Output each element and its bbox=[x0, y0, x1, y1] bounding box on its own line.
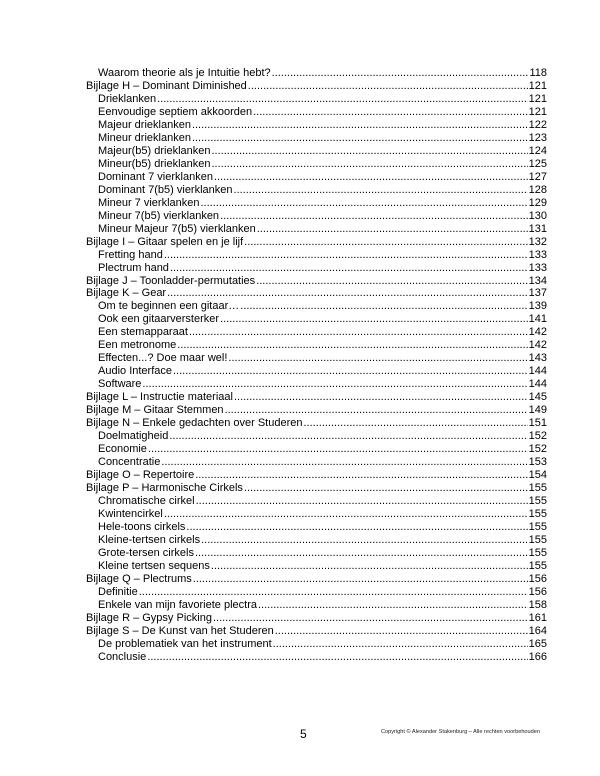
toc-dot-leader bbox=[258, 599, 528, 612]
toc-dot-leader bbox=[214, 171, 528, 184]
toc-dot-leader bbox=[272, 67, 529, 80]
toc-entry-page: 154 bbox=[528, 469, 547, 482]
toc-dot-leader bbox=[142, 378, 527, 391]
toc-entry-title: Bijlage I – Gitaar spelen en je lijf bbox=[86, 235, 244, 248]
toc-entry-page: 165 bbox=[528, 637, 547, 650]
toc-entry-page: 122 bbox=[528, 118, 547, 131]
toc-entry-page: 127 bbox=[528, 170, 547, 183]
toc-entry[interactable] bbox=[86, 145, 547, 158]
toc-entry-page: 155 bbox=[528, 507, 547, 520]
toc-dot-leader bbox=[225, 404, 528, 417]
toc-entry[interactable] bbox=[86, 197, 547, 210]
toc-entry-page: 121 bbox=[528, 79, 547, 92]
toc-entry-title: Eenvoudige septiem akkoorden bbox=[98, 105, 253, 118]
toc-entry[interactable] bbox=[86, 638, 547, 651]
toc-entry[interactable] bbox=[86, 586, 547, 599]
toc-dot-leader bbox=[256, 275, 527, 288]
toc-dot-leader bbox=[201, 197, 528, 210]
toc-entry-page: 123 bbox=[528, 131, 547, 144]
toc-entry[interactable] bbox=[86, 106, 547, 119]
toc-entry-page: 125 bbox=[528, 157, 547, 170]
toc-dot-leader bbox=[253, 106, 528, 119]
toc-entry-page: 144 bbox=[528, 378, 547, 391]
toc-entry[interactable] bbox=[86, 223, 547, 236]
toc-entry-title: Mineur(b5) drieklanken bbox=[98, 157, 211, 170]
toc-dot-leader bbox=[220, 210, 528, 223]
toc-entry-page: 129 bbox=[528, 196, 547, 209]
toc-entry-page: 155 bbox=[528, 546, 547, 559]
toc-entry-page: 158 bbox=[528, 598, 547, 611]
toc-entry-title: Conclusie bbox=[98, 650, 147, 663]
toc-entry[interactable] bbox=[86, 93, 547, 106]
toc-dot-leader bbox=[195, 469, 527, 482]
toc-entry-page: 124 bbox=[528, 144, 547, 157]
toc-dot-leader bbox=[228, 352, 527, 365]
toc-dot-leader bbox=[161, 456, 527, 469]
toc-entry-page: 149 bbox=[528, 404, 547, 417]
toc-entry-title: Kwintencirkel bbox=[98, 507, 163, 520]
toc-entry-title: Bijlage R – Gypsy Picking bbox=[86, 611, 212, 624]
toc-entry[interactable] bbox=[86, 612, 547, 625]
toc-dot-leader bbox=[148, 443, 528, 456]
toc-entry[interactable] bbox=[86, 236, 547, 249]
toc-dot-leader bbox=[212, 158, 528, 171]
toc-entry-title: Hele-toons cirkels bbox=[98, 520, 186, 533]
toc-dot-leader bbox=[220, 313, 528, 326]
toc-dot-leader bbox=[192, 132, 528, 145]
toc-entry-title: Majeur drieklanken bbox=[98, 118, 191, 131]
toc-dot-leader bbox=[139, 586, 528, 599]
toc-entry[interactable] bbox=[86, 80, 547, 93]
toc-entry[interactable] bbox=[86, 651, 547, 664]
toc-entry[interactable] bbox=[86, 300, 547, 313]
toc-entry[interactable] bbox=[86, 326, 547, 339]
toc-entry[interactable] bbox=[86, 339, 547, 352]
toc-entry-page: 137 bbox=[528, 287, 547, 300]
toc-entry-title: Bijlage Q – Plectrums bbox=[86, 572, 192, 585]
toc-entry-title: Grote-tersen cirkels bbox=[98, 546, 194, 559]
toc-entry-page: 155 bbox=[528, 482, 547, 494]
toc-entry-page: 156 bbox=[528, 585, 547, 598]
toc-entry[interactable] bbox=[86, 547, 547, 560]
toc-entry-page: 155 bbox=[528, 533, 547, 546]
toc-entry-title: De problematiek van het instrument bbox=[98, 637, 272, 650]
toc-dot-leader bbox=[240, 300, 527, 313]
toc-entry-title: Dominant 7(b5) vierklanken bbox=[98, 183, 233, 196]
toc-entry[interactable] bbox=[86, 417, 547, 430]
toc-entry-title: Fretting hand bbox=[98, 248, 163, 261]
toc-dot-leader bbox=[192, 119, 528, 132]
toc-entry[interactable] bbox=[86, 119, 547, 132]
toc-entry-page: 164 bbox=[528, 624, 547, 637]
toc-entry-title: Concentratie bbox=[98, 456, 161, 469]
toc-dot-leader bbox=[177, 339, 527, 352]
toc-entry-page: 155 bbox=[528, 559, 547, 572]
toc-dot-leader bbox=[273, 638, 528, 651]
toc-entry-title: Drieklanken bbox=[98, 92, 157, 105]
toc-entry-title: Chromatische cirkel bbox=[98, 494, 195, 507]
toc-entry[interactable] bbox=[86, 378, 547, 391]
toc-entry[interactable] bbox=[86, 625, 547, 638]
toc-dot-leader bbox=[212, 145, 528, 158]
toc-entry[interactable] bbox=[86, 495, 547, 508]
toc-entry[interactable] bbox=[86, 534, 547, 547]
toc-entry-page: 131 bbox=[528, 222, 547, 235]
toc-dot-leader bbox=[173, 365, 528, 378]
toc-entry-title: Ook een gitaarversterker bbox=[98, 313, 220, 326]
toc-entry[interactable] bbox=[86, 430, 547, 443]
toc-entry[interactable] bbox=[86, 210, 547, 223]
toc-entry-title: Software bbox=[98, 378, 142, 391]
page-number: 5 bbox=[300, 727, 307, 741]
toc-entry-page: 141 bbox=[528, 313, 547, 326]
toc-entry-title: Enkele van mijn favoriete plectra bbox=[98, 598, 257, 611]
toc-entry-page: 153 bbox=[528, 456, 547, 469]
toc-entry-page: 121 bbox=[528, 92, 547, 105]
toc-entry-page: 142 bbox=[528, 326, 547, 339]
toc-dot-leader bbox=[244, 482, 528, 495]
toc-entry[interactable] bbox=[86, 560, 547, 573]
toc-entry-title: Bijlage L – Instructie materiaal bbox=[86, 391, 233, 404]
toc-entry[interactable] bbox=[86, 391, 547, 404]
toc-entry-title: Kleine-tertsen cirkels bbox=[98, 533, 201, 546]
toc-entry[interactable] bbox=[86, 158, 547, 171]
copyright-notice: Copyright © Alexander Stakenburg – Alle rechten voorbehouden bbox=[381, 729, 540, 735]
toc-entry[interactable] bbox=[86, 313, 547, 326]
toc-entry[interactable] bbox=[86, 287, 547, 300]
toc-entry-title: Bijlage O – Repertoire bbox=[86, 469, 195, 482]
toc-entry-title: Audio Interface bbox=[98, 365, 172, 378]
toc-entry-page: 155 bbox=[528, 520, 547, 533]
toc-entry[interactable] bbox=[86, 456, 547, 469]
toc-dot-leader bbox=[169, 430, 527, 443]
toc-entry[interactable] bbox=[86, 132, 547, 145]
toc-entry-title: Bijlage K – Gear bbox=[86, 287, 167, 300]
toc-dot-leader bbox=[196, 495, 528, 508]
toc-entry-title: Definitie bbox=[98, 585, 138, 598]
toc-entry-title: Bijlage P – Harmonische Cirkels bbox=[86, 482, 243, 494]
toc-entry[interactable] bbox=[86, 67, 547, 80]
toc-entry-title: Effecten...? Doe maar wel! bbox=[98, 352, 228, 365]
toc-dot-leader bbox=[257, 223, 528, 236]
toc-dot-leader bbox=[147, 651, 527, 664]
toc-dot-leader bbox=[167, 287, 528, 300]
toc-entry-page: 133 bbox=[528, 248, 547, 261]
toc-entry-page: 155 bbox=[528, 494, 547, 507]
toc-entry-title: Bijlage S – De Kunst van het Studeren bbox=[86, 624, 274, 637]
toc-entry-title: Een metronome bbox=[98, 339, 177, 352]
toc-entry-title: Economie bbox=[98, 443, 147, 456]
toc-entry-page: 161 bbox=[528, 611, 547, 624]
toc-entry-page: 152 bbox=[528, 430, 547, 443]
toc-dot-leader bbox=[193, 573, 528, 586]
toc-entry-page: 130 bbox=[528, 209, 547, 222]
toc-dot-leader bbox=[234, 391, 528, 404]
toc-entry[interactable] bbox=[86, 599, 547, 612]
toc-entry[interactable] bbox=[86, 171, 547, 184]
toc-entry-title: Kleine tertsen sequens bbox=[98, 559, 210, 572]
toc-dot-leader bbox=[157, 93, 528, 106]
toc-entry-title: Bijlage M – Gitaar Stemmen bbox=[86, 404, 224, 417]
toc-entry[interactable] bbox=[86, 184, 547, 197]
toc-entry-title: Mineur Majeur 7(b5) vierklanken bbox=[98, 222, 256, 235]
toc-entry-page: 142 bbox=[528, 339, 547, 352]
toc-dot-leader bbox=[213, 612, 528, 625]
toc-dot-leader bbox=[186, 521, 527, 534]
toc-entry-page: 121 bbox=[528, 105, 547, 118]
toc-entry[interactable] bbox=[86, 573, 547, 586]
table-of-contents bbox=[86, 67, 547, 664]
toc-dot-leader bbox=[248, 80, 528, 93]
toc-entry[interactable] bbox=[86, 482, 547, 495]
toc-entry-title: Een stemapparaat bbox=[98, 326, 188, 339]
toc-entry-title: Plectrum hand bbox=[98, 261, 169, 274]
toc-entry-page: 139 bbox=[528, 300, 547, 313]
toc-entry-title: Mineur 7 vierklanken bbox=[98, 196, 200, 209]
toc-entry-page: 152 bbox=[528, 443, 547, 456]
toc-entry-title: Bijlage N – Enkele gedachten over Studeren bbox=[86, 417, 303, 430]
toc-entry[interactable] bbox=[86, 352, 547, 365]
toc-entry-title: Mineur drieklanken bbox=[98, 131, 191, 144]
toc-entry-page: 145 bbox=[528, 391, 547, 404]
toc-dot-leader bbox=[170, 262, 528, 275]
toc-dot-leader bbox=[201, 534, 528, 547]
toc-entry-page: 156 bbox=[528, 572, 547, 585]
toc-entry-page: 132 bbox=[528, 235, 547, 248]
toc-dot-leader bbox=[244, 236, 527, 249]
toc-entry-title: Waarom theorie als je Intuitie hebt? bbox=[98, 67, 271, 79]
toc-dot-leader bbox=[164, 249, 528, 262]
toc-entry-page: 144 bbox=[528, 365, 547, 378]
toc-dot-leader bbox=[195, 547, 528, 560]
toc-entry[interactable] bbox=[86, 249, 547, 262]
toc-entry-page: 166 bbox=[528, 650, 547, 663]
toc-dot-leader bbox=[275, 625, 528, 638]
toc-entry[interactable] bbox=[86, 469, 547, 482]
toc-entry-title: Doelmatigheid bbox=[98, 430, 169, 443]
toc-entry[interactable] bbox=[86, 508, 547, 521]
toc-entry-page: 134 bbox=[528, 274, 547, 287]
toc-entry-title: Majeur(b5) drieklanken bbox=[98, 144, 211, 157]
toc-entry-title: Om te beginnen een gitaar… bbox=[98, 300, 240, 313]
toc-entry[interactable] bbox=[86, 443, 547, 456]
toc-entry[interactable] bbox=[86, 404, 547, 417]
toc-dot-leader bbox=[303, 417, 527, 430]
toc-dot-leader bbox=[211, 560, 528, 573]
toc-entry-title: Dominant 7 vierklanken bbox=[98, 170, 213, 183]
toc-entry[interactable] bbox=[86, 262, 547, 275]
toc-entry[interactable] bbox=[86, 521, 547, 534]
toc-dot-leader bbox=[164, 508, 528, 521]
toc-entry-page: 133 bbox=[528, 261, 547, 274]
toc-entry-title: Bijlage H – Dominant Diminished bbox=[86, 79, 247, 92]
toc-entry[interactable] bbox=[86, 365, 547, 378]
toc-entry-page: 128 bbox=[528, 183, 547, 196]
toc-entry-page: 151 bbox=[528, 417, 547, 430]
toc-dot-leader bbox=[189, 326, 528, 339]
toc-entry[interactable] bbox=[86, 275, 547, 288]
toc-entry-page: 143 bbox=[528, 352, 547, 365]
toc-dot-leader bbox=[234, 184, 528, 197]
toc-entry-page: 118 bbox=[529, 67, 547, 79]
toc-entry-title: Bijlage J – Toonladder-permutaties bbox=[86, 274, 256, 287]
toc-entry-title: Mineur 7(b5) vierklanken bbox=[98, 209, 220, 222]
